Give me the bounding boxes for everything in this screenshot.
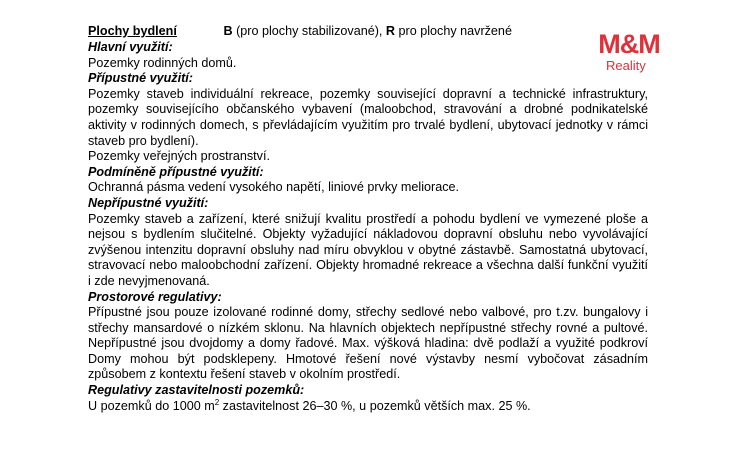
superscript-2: 2 xyxy=(214,397,220,407)
heading-hlavni: Hlavní využití: xyxy=(88,40,173,54)
b-letter: B xyxy=(223,24,233,38)
text-pripustne-2: Pozemky veřejných prostranství. xyxy=(88,149,270,164)
zastavitelnost-after: zastavitelnost 26–30 %, u pozemků větších max. 25 %. xyxy=(219,398,531,413)
heading-podminene: Podmíněně přípustné využití: xyxy=(88,164,264,179)
text-prostorove: Přípustné jsou pouze izolované rodinné domy, střechy sedlové nebo valbové, pro t.zv. bungalovy i střechy mansardové o nízkém sklonu. Na hlavních objektech nepřípustné střechy rovné a pultové. Nepřípustné jsou dvojdomy a domy řadové. Max. výšková hladina: dvě podlaží a využité podkroví Domy mohou být podsklepeny. Hmotové řešení nové výstavby nesmí vybočovat zásadním způsobem z kontextu řešení staveb v okolním prostředí. xyxy=(88,305,648,382)
r-letter: R xyxy=(385,24,396,38)
title-line xyxy=(88,24,648,40)
heading-pripustne: Přípustné využití: xyxy=(88,71,193,86)
r-description: pro plochy navržené xyxy=(398,24,512,38)
b-description: (pro plochy stabilizované), xyxy=(236,24,383,38)
text-pripustne-1: Pozemky staveb individuální rekreace, pozemky související dopravní a technické infrastruktury, pozemky souvisejícího občanského vybavení (maloobchod, stravování a drobné podnikatelské aktivity v rodinných domech, s převládajícím využitím pro trvalé bydlení, ubytovací jednotky v rámci staveb pro bydlení). xyxy=(88,86,648,148)
text-zastavitelnost xyxy=(88,399,648,415)
text-hlavni: Pozemky rodinných domů. xyxy=(88,55,237,70)
logo-mark: M&M xyxy=(598,29,660,59)
document-body xyxy=(88,24,648,414)
heading-nepripustne: Nepřípustné využití: xyxy=(88,195,209,210)
zastavitelnost-before: U pozemků do 1000 m xyxy=(88,398,215,413)
text-nepripustne: Pozemky staveb a zařízení, které snižují kvalitu prostředí a pohodu bydlení ve vymezené ploše a nejsou s bydlením slučitelné. Objekty vyžadující nákladovou dopravní obsluhu nebo vyvolávající zvýšenou intenzitu dopravní obsluhy nad míru obvyklou v obytné zástavbě. Samostatná ubytovací, stravovací nebo maloobchodní zařízení. Objekty hromadné rekreace a všechna další funkční využití i zde nevyjmenovaná. xyxy=(88,211,648,288)
text-podminene: Ochranná pásma vedení vysokého napětí, liniové prvky meliorace. xyxy=(88,180,460,195)
page-title: Plochy bydlení xyxy=(88,24,177,38)
logo-subtitle: Reality xyxy=(606,58,646,73)
heading-prostorove: Prostorové regulativy: xyxy=(88,289,222,304)
heading-zastavitelnost: Regulativy zastavitelnosti pozemků: xyxy=(88,383,305,398)
